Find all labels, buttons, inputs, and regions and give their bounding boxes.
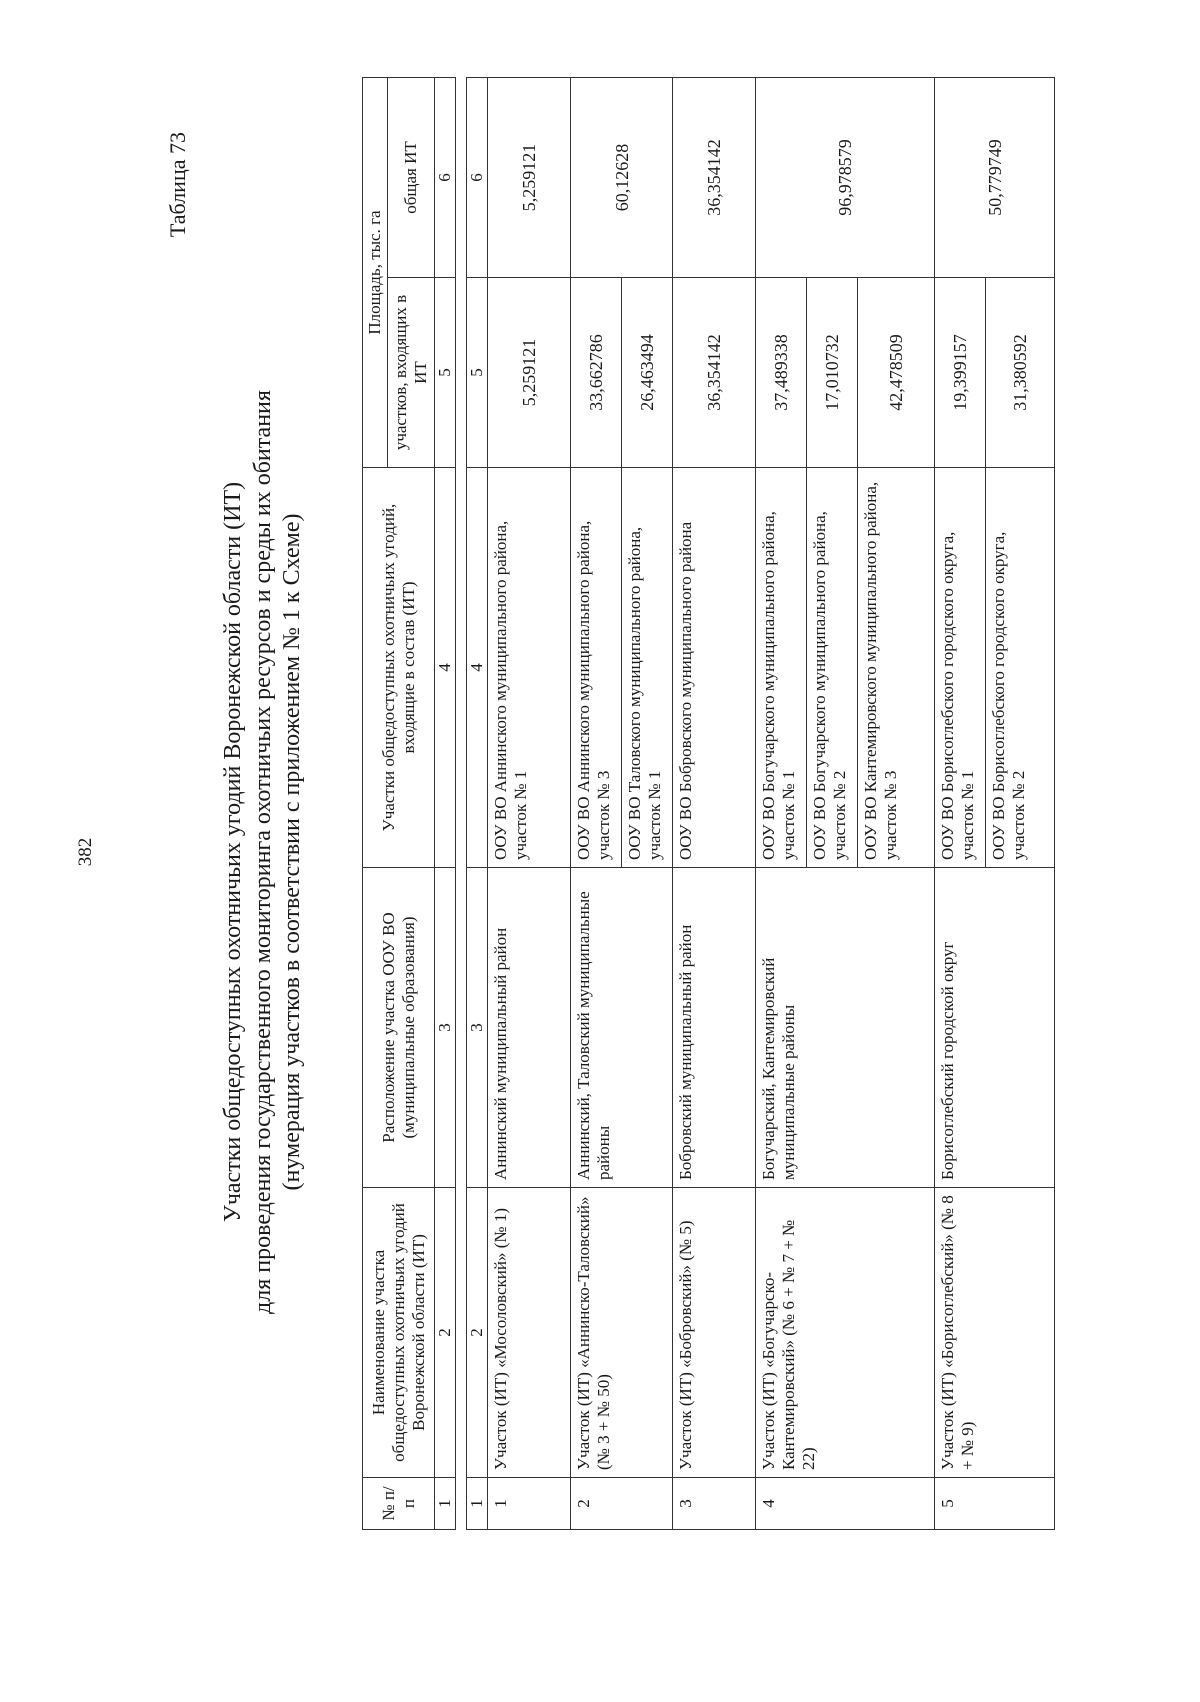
column-number: 2 xyxy=(435,1188,456,1478)
header-total-area: общая ИТ xyxy=(388,78,435,278)
data-table xyxy=(362,77,1055,1530)
header-location: Расположение участка ООУ ВО (муниципальные образования) xyxy=(363,868,435,1188)
column-number: 4 xyxy=(467,468,488,868)
row-total-area: 50,779749 xyxy=(935,78,1055,278)
row-sub-area: ООУ ВО Кантемировского муниципального района, участок № 3 xyxy=(858,468,935,868)
row-total-area: 36,354142 xyxy=(673,78,756,278)
row-sub-area: ООУ ВО Бобровского муниципального района xyxy=(673,468,756,868)
table-label: Таблица 73 xyxy=(165,132,190,238)
row-sub-area-value: 26,463494 xyxy=(622,278,673,468)
row-sub-area-value: 5,259121 xyxy=(488,278,571,468)
row-sub-area: ООУ ВО Аннинского муниципального района, участок № 3 xyxy=(571,468,622,868)
row-number: 4 xyxy=(756,1478,935,1530)
header-area-group: Площадь, тыс. га xyxy=(363,78,388,468)
row-number: 5 xyxy=(935,1478,1055,1530)
row-sub-area: ООУ ВО Богучарского муниципального района, участок № 1 xyxy=(756,468,807,868)
row-name: Участок (ИТ) «Богучарско-Кантемировский» (№ 6 + № 7 + № 22) xyxy=(756,1188,935,1478)
column-number: 5 xyxy=(435,278,456,468)
title-line-1: Участки общедоступных охотничьих угодий Воронежской области (ИТ) xyxy=(220,481,246,1223)
header-sub-areas: Участки общедоступных охотничьих угодий, входящие в состав (ИТ) xyxy=(363,468,435,868)
gap-row xyxy=(456,78,467,1530)
column-number: 3 xyxy=(435,868,456,1188)
header-row xyxy=(363,78,388,1530)
row-sub-area-value: 42,478509 xyxy=(858,278,935,468)
row-total-area: 5,259121 xyxy=(488,78,571,278)
table-row xyxy=(935,78,986,1530)
page-number: 382 xyxy=(75,837,96,867)
header-name: Наименование участка общедоступных охотничьих угодий Воронежской области (ИТ) xyxy=(363,1188,435,1478)
row-name: Участок (ИТ) «Мосоловский» (№ 1) xyxy=(488,1188,571,1478)
row-name: Участок (ИТ) «Аннинско-Таловский» (№ 3 + № 50) xyxy=(571,1188,673,1478)
row-location: Борисоглебский городской округ xyxy=(935,868,1055,1188)
row-sub-area: ООУ ВО Борисоглебского городского округа, участок № 1 xyxy=(935,468,986,868)
row-total-area: 60,12628 xyxy=(571,78,673,278)
row-sub-area-value: 31,380592 xyxy=(986,278,1055,468)
row-location: Бобровский муниципальный район xyxy=(673,868,756,1188)
column-number: 1 xyxy=(435,1478,456,1530)
table-row xyxy=(467,78,488,1530)
row-sub-area-value: 17,010732 xyxy=(807,278,858,468)
row-location: Аннинский муниципальный район xyxy=(488,868,571,1188)
row-name: Участок (ИТ) «Борисоглебский» (№ 8 + № 9) xyxy=(935,1188,1055,1478)
header-sub-area-value: участков, входящих в ИТ xyxy=(388,278,435,468)
row-number: 3 xyxy=(673,1478,756,1530)
column-number-row xyxy=(435,78,456,1530)
table-row xyxy=(571,78,622,1530)
row-total-area: 96,978579 xyxy=(756,78,935,278)
table-container xyxy=(362,78,1055,1530)
row-sub-area: ООУ ВО Аннинского муниципального района, участок № 1 xyxy=(488,468,571,868)
column-number: 2 xyxy=(467,1188,488,1478)
column-number: 6 xyxy=(467,78,488,278)
row-number: 2 xyxy=(571,1478,673,1530)
column-number: 1 xyxy=(467,1478,488,1530)
row-location: Аннинский, Таловский муниципальные районы xyxy=(571,868,673,1188)
title-line-3: (нумерация участков в соответствии с приложением № 1 к Схеме) xyxy=(279,513,305,1191)
row-sub-area-value: 33,662786 xyxy=(571,278,622,468)
row-location: Богучарский, Кантемировский муниципальные районы xyxy=(756,868,935,1188)
row-sub-area-value: 19,399157 xyxy=(935,278,986,468)
gap-cell xyxy=(456,78,467,1530)
table-row xyxy=(488,78,571,1530)
column-number: 6 xyxy=(435,78,456,278)
column-number: 3 xyxy=(467,868,488,1188)
row-sub-area-value: 37,489338 xyxy=(756,278,807,468)
row-sub-area: ООУ ВО Богучарского муниципального района, участок № 2 xyxy=(807,468,858,868)
table-row xyxy=(673,78,756,1530)
column-number: 5 xyxy=(467,278,488,468)
table-row xyxy=(756,78,807,1530)
row-number: 1 xyxy=(488,1478,571,1530)
title-line-2: для проведения государственного мониторинга охотничьих ресурсов и среды их обитания xyxy=(250,390,276,1314)
row-sub-area: ООУ ВО Таловского муниципального района, участок № 1 xyxy=(622,468,673,868)
column-number: 4 xyxy=(435,468,456,868)
row-name: Участок (ИТ) «Бобровский» (№ 5) xyxy=(673,1188,756,1478)
row-sub-area: ООУ ВО Борисоглебского городского округа, участок № 2 xyxy=(986,468,1055,868)
header-number: № п/п xyxy=(363,1478,435,1530)
row-sub-area-value: 36,354142 xyxy=(673,278,756,468)
